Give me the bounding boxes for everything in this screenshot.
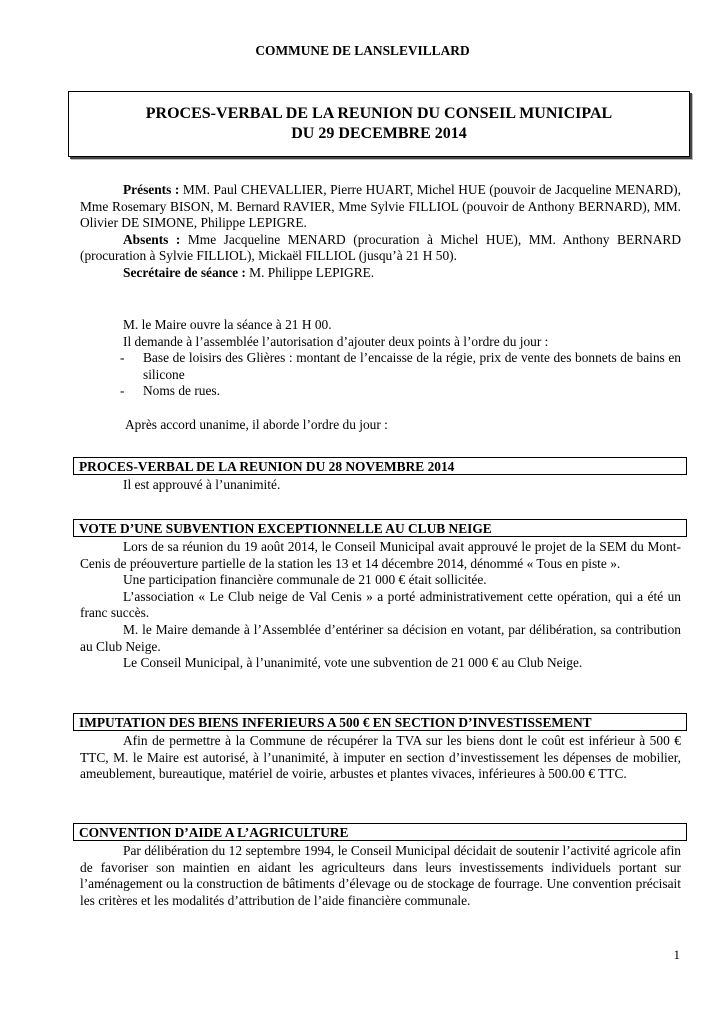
section-paragraph: Le Conseil Municipal, à l’unanimité, vote une subvention de 21 000 € au Club Neige. xyxy=(123,655,583,671)
secretaire-label: Secrétaire de séance : xyxy=(123,264,246,280)
opening-line-1: M. le Maire ouvre la séance à 21 H 00. xyxy=(123,317,332,332)
section-paragraph: Une participation financière communale de 21 000 € était sollicitée. xyxy=(123,572,487,588)
title-line-2: DU 29 DECEMBRE 2014 xyxy=(291,125,467,142)
section-body xyxy=(80,843,681,909)
section-paragraph: Par délibération du 12 septembre 1994, le Conseil Municipal décidait de soutenir l’activité agricole afin de favoriser son maintien en aidant les agriculteurs dans leurs investissements individuels portant sur l’aménagement ou la construction de bâtiments d’élevage ou de stockage de fourrage. Une convention précisait les critères et les modalités d’attribution de l’aide financière communale. xyxy=(80,843,681,908)
section-heading: VOTE D’UNE SUBVENTION EXCEPTIONNELLE AU CLUB NEIGE xyxy=(73,519,687,537)
opening-block xyxy=(80,317,681,400)
section-heading: PROCES-VERBAL DE LA REUNION DU 28 NOVEMBRE 2014 xyxy=(73,457,687,475)
section-heading: IMPUTATION DES BIENS INFERIEURS A 500 € EN SECTION D’INVESTISSEMENT xyxy=(73,713,687,731)
presents-paragraph xyxy=(80,182,681,232)
section-paragraph: L’association « Le Club neige de Val Cenis » a porté administrativement cette opération, qui a été un franc succès. xyxy=(80,588,681,621)
presents-label: Présents : xyxy=(123,182,180,197)
page-number: 1 xyxy=(673,947,680,962)
opening-line-2: Il demande à l’assemblée l’autorisation d’ajouter deux points à l’ordre du jour : xyxy=(123,333,549,349)
commune-header: COMMUNE DE LANSLEVILLARD xyxy=(255,43,470,58)
presents-text: MM. Paul CHEVALLIER, Pierre HUART, Michel HUE (pouvoir de Jacqueline MENARD), Mme Rosemary BISON, M. Bernard RAVIER, Mme Sylvie FILLIOL (pouvoir de Anthony BERNARD), MM. Olivier DE SIMONE, Philippe LEPIGRE. xyxy=(80,182,681,231)
title-box xyxy=(68,91,690,157)
section-paragraph: Lors de sa réunion du 19 août 2014, le Conseil Municipal avait approuvé le projet de la SEM du Mont-Cenis de préouverture partielle de la station les 13 et 14 décembre 2014, dénommé « Tous en piste ». xyxy=(80,539,681,571)
section-body xyxy=(80,539,681,672)
secretaire-text: M. Philippe LEPIGRE. xyxy=(245,264,375,280)
agenda-item: - Noms de rues. xyxy=(120,383,220,399)
agenda-item: - Base de loisirs des Glières : montant de l’encaisse de la régie, prix de vente des bonnets de bains en silicone xyxy=(120,350,681,382)
section-body xyxy=(80,477,681,494)
section-paragraph: Il est approuvé à l’unanimité. xyxy=(123,477,281,492)
section-paragraph: Afin de permettre à la Commune de récupérer la TVA sur les biens dont le coût est inférieur à 500 € TTC, M. le Maire est autorisé, à l’unanimité, à imputer en section d’investissement les dépenses de mobilier, ameublement, bureautique, matériel de voirie, arbustes et plantes vivaces, inférieures à 500.00 € TTC. xyxy=(80,733,681,782)
secretaire-paragraph xyxy=(80,265,681,282)
absents-text: Mme Jacqueline MENARD (procuration à Michel HUE), MM. Anthony BERNARD (procuration à Sylvie FILLIOL), Mickaël FILLIOL (jusqu’à 21 H 50). xyxy=(80,231,682,264)
section-heading: CONVENTION D’AIDE A L’AGRICULTURE xyxy=(73,823,687,841)
accord-text: Après accord unanime, il aborde l’ordre du jour : xyxy=(125,417,388,432)
section-paragraph: M. le Maire demande à l’Assemblée d’entériner sa décision en votant, par délibération, sa contribution au Club Neige. xyxy=(80,621,681,654)
attendance-block xyxy=(80,182,681,282)
accord-block xyxy=(80,417,681,434)
title-line-1: PROCES-VERBAL DE LA REUNION DU CONSEIL MUNICIPAL xyxy=(145,105,613,122)
absents-paragraph xyxy=(80,232,681,265)
absents-label: Absents : xyxy=(123,231,181,247)
section-body xyxy=(80,733,681,783)
